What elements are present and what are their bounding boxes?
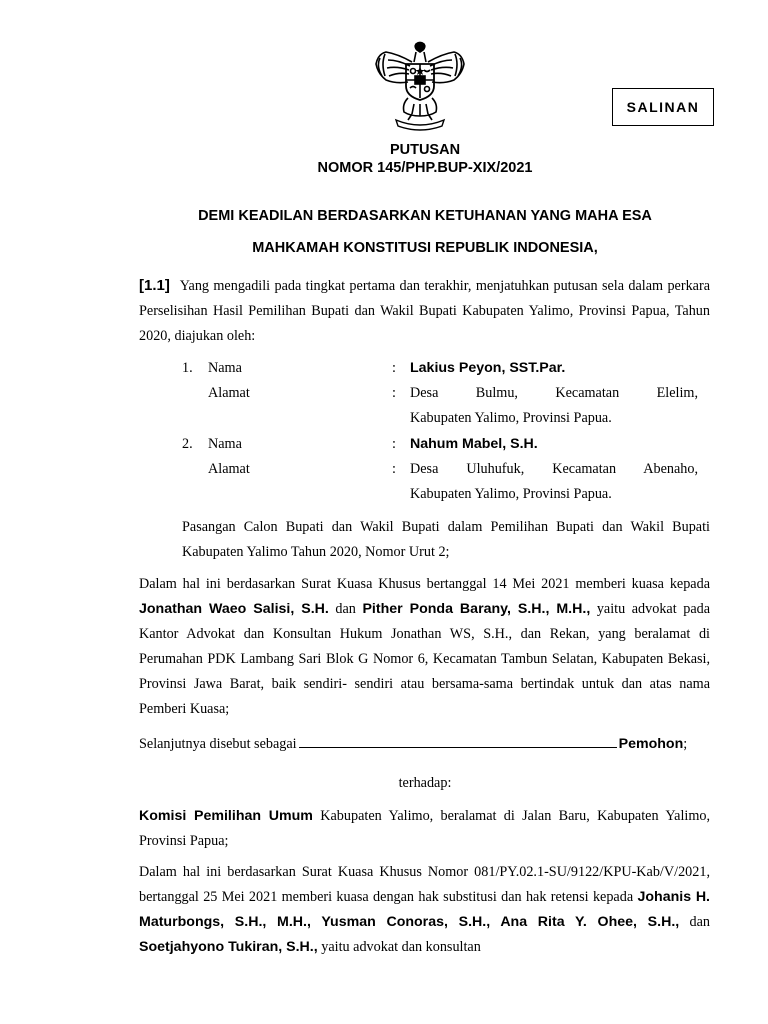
attorney-name-2: Pither Ponda Barany, S.H., M.H., <box>362 601 591 617</box>
respondent-name: Komisi Pemilihan Umum <box>139 808 313 824</box>
attorney-names-respondent: Johanis H. Maturbongs, S.H., M.H., Yusman Conoras, S.H., Ana Rita Y. Ohee, S.H., <box>139 889 711 930</box>
poa-text-2: dan <box>335 601 356 617</box>
applicant-1-name-label: Nama <box>208 360 242 376</box>
applicant-2-number: 2. <box>182 436 193 452</box>
poa-text-3: yaitu advokat pada Kantor Advokat dan Konsultan Hukum Jonathan WS, S.H., dan Rekan, yang beralamat di Perumahan PDK Lambang Sari Blok G Nomor 6, Kecamatan Tambun Selatan, Kabupaten Bekasi, Provinsi Jawa Barat, baik sendiri- sendiri atau bersama-sama bertindak untuk dan atas nama Pemberi Kuasa; <box>139 601 711 717</box>
designation-fill-line <box>299 733 617 748</box>
poa2-text-1: Dalam hal ini berdasarkan Surat Kuasa Khusus Nomor 081/PY.02.1-SU/9122/KPU-Kab/V/2021, bertanggal 25 Mei 2021 memberi kuasa dengan hak substitusi dan hak retensi kepada <box>139 864 710 905</box>
power-of-attorney-respondent <box>139 860 710 960</box>
copy-badge: SALINAN <box>612 88 714 126</box>
respondent-paragraph <box>139 804 710 854</box>
role-pemohon: Pemohon <box>618 736 684 752</box>
poa-text-1: Dalam hal ini berdasarkan Surat Kuasa Khusus bertanggal 14 Mei 2021 memberi kuasa kepada <box>139 576 710 592</box>
applicant-2-address-line1: Desa Uluhufuk, Kecamatan Abenaho, <box>410 461 698 477</box>
applicant-2-address-line2: Kabupaten Yalimo, Provinsi Papua. <box>410 486 612 502</box>
applicant-1-address-line2: Kabupaten Yalimo, Provinsi Papua. <box>410 410 612 426</box>
paragraph-tag: [1.1] <box>139 277 170 294</box>
document-title: PUTUSAN <box>389 142 461 158</box>
applicant-2-name-label: Nama <box>208 436 242 452</box>
applicant-2-address-colon: : <box>392 461 396 477</box>
intro-text: Yang mengadili pada tingkat pertama dan terakhir, menjatuhkan putusan sela dalam perkara Perselisihan Hasil Pemilihan Bupati dan Wakil Bupati Kabupaten Yalimo, Provinsi Papua, Tahun 2020, diajukan oleh: <box>139 278 710 344</box>
designation-text: Selanjutnya disebut sebagai <box>139 736 297 752</box>
intro-paragraph <box>139 273 710 349</box>
decision-number: NOMOR 145/PHP.BUP-XIX/2021 <box>317 160 533 176</box>
couple-note: Pasangan Calon Bupati dan Wakil Bupati dalam Pemilihan Bupati dan Wakil Bupati Kabupaten Yalimo Tahun 2020, Nomor Urut 2; <box>182 519 710 560</box>
applicant-1-address-label: Alamat <box>208 385 250 401</box>
applicant-1-name: Lakius Peyon, SST.Par. <box>410 360 566 376</box>
respondent-text: Kabupaten Yalimo, beralamat di Jalan Baru, Kabupaten Yalimo, Provinsi Papua; <box>139 808 711 849</box>
invocation-line: DEMI KEADILAN BERDASARKAN KETUHANAN YANG MAHA ESA <box>198 208 652 224</box>
designation-line <box>139 732 687 757</box>
against-label: terhadap: <box>398 775 452 791</box>
applicant-1-address-line1: Desa Bulmu, Kecamatan Elelim, <box>410 385 698 401</box>
attorney-name-last: Soetjahyono Tukiran, S.H., <box>139 939 318 955</box>
applicant-1-name-colon: : <box>392 360 396 376</box>
applicant-1-address-colon: : <box>392 385 396 401</box>
applicant-2-name-colon: : <box>392 436 396 452</box>
court-name: MAHKAMAH KONSTITUSI REPUBLIK INDONESIA, <box>252 240 598 256</box>
applicant-2-name: Nahum Mabel, S.H. <box>410 436 538 452</box>
attorney-name-1: Jonathan Waeo Salisi, S.H. <box>139 601 329 617</box>
poa2-text-3: yaitu advokat dan konsultan <box>321 939 481 955</box>
applicant-2-address-label: Alamat <box>208 461 250 477</box>
power-of-attorney-applicant <box>139 572 710 722</box>
applicant-1-number: 1. <box>182 360 193 376</box>
poa2-text-2: dan <box>689 914 710 930</box>
garuda-emblem-icon <box>372 40 468 132</box>
designation-end: ; <box>683 736 688 752</box>
